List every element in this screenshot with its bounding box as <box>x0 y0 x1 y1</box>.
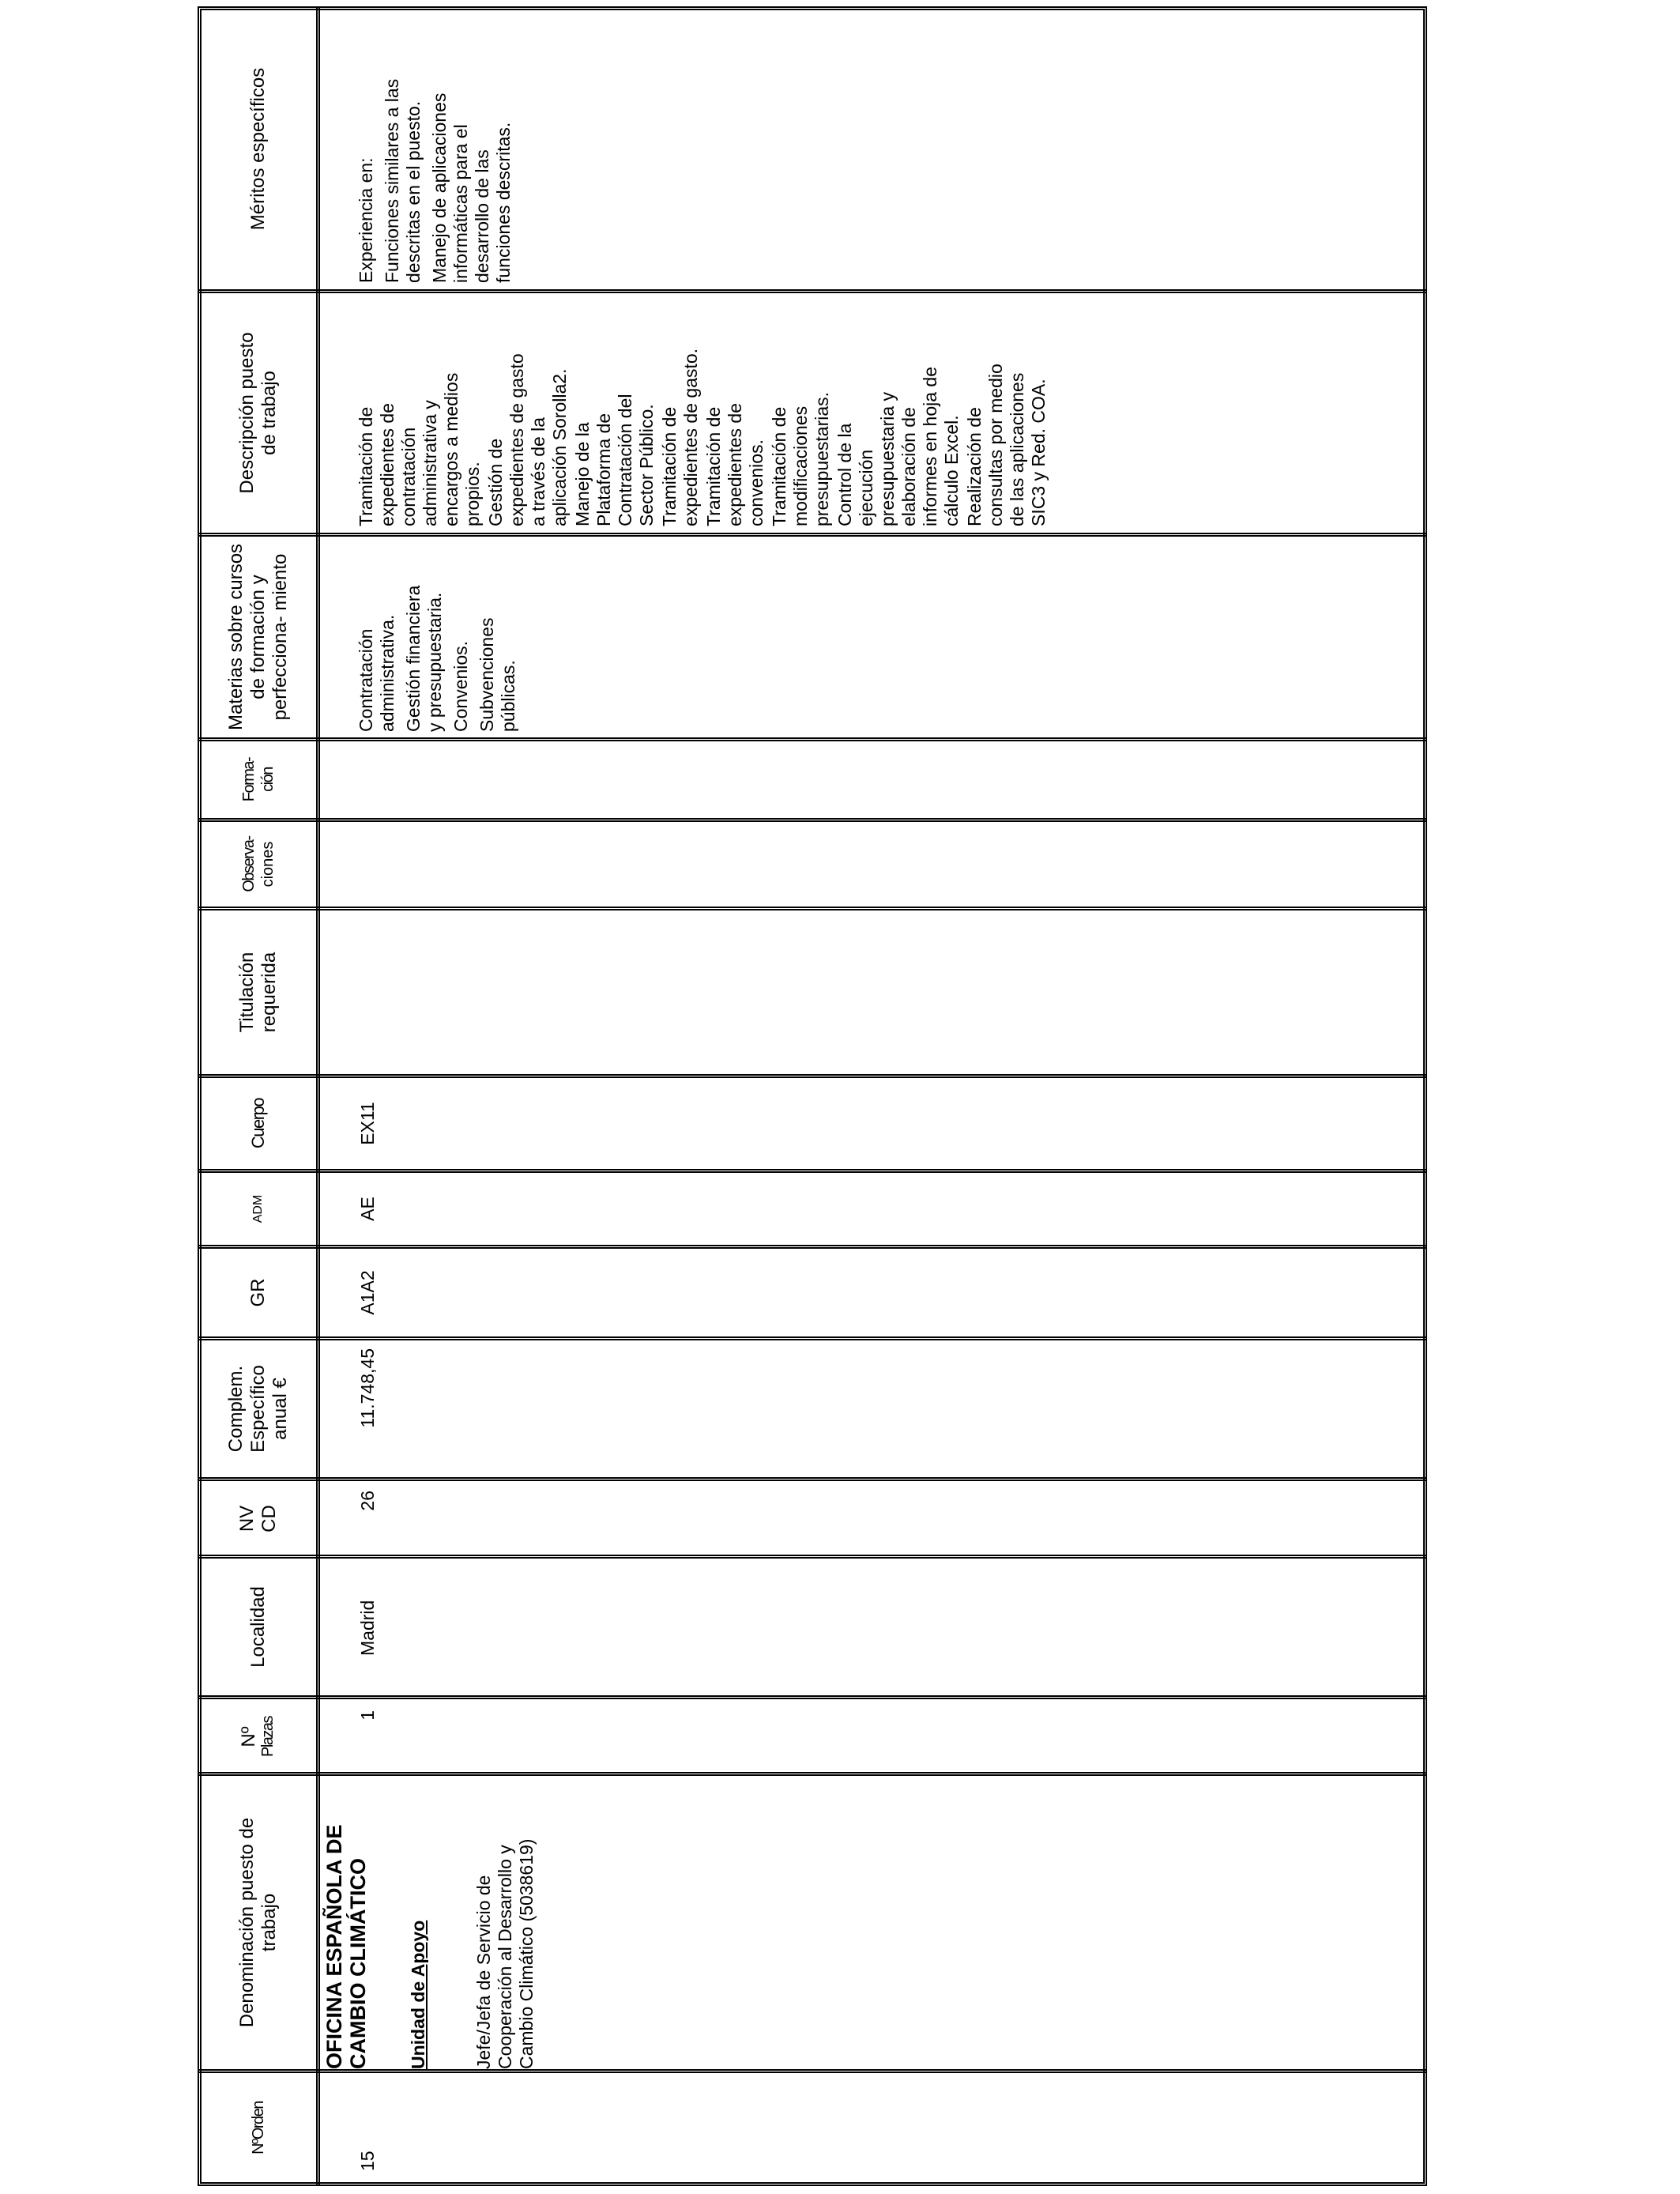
descripcion-line: a través de la <box>528 417 548 526</box>
descripcion-line: informes en hoja de <box>920 366 940 526</box>
meritos-paragraph <box>356 11 377 283</box>
meritos-line: Manejo de aplicaciones <box>429 92 450 283</box>
row-cuerpo: EX11 <box>357 1102 378 1145</box>
row-orden: 15 <box>357 2151 378 2171</box>
post-name-line: Cooperación al Desarrollo y <box>495 1845 515 2069</box>
descripcion-paragraph <box>659 294 702 526</box>
row-nivel: 26 <box>357 1491 378 1511</box>
materias-line: Convenios. <box>450 640 471 732</box>
meritos-line: Experiencia en: <box>356 157 376 283</box>
meritos-line: Funciones similares a las <box>382 78 402 283</box>
materias-paragraph <box>403 537 446 732</box>
subunit-title: Unidad de Apoyo <box>408 1920 428 2069</box>
descripcion-line: expedientes de <box>377 402 397 526</box>
materias-line: Contratación <box>356 628 376 732</box>
descripcion-line: convenios. <box>746 439 767 526</box>
materias-paragraph <box>356 537 398 732</box>
header-titulacion: Titulación requerida <box>236 952 280 1033</box>
unit-title: OFICINA ESPAÑOLA DE <box>322 1824 346 2069</box>
materias-line: y presupuestaria. <box>424 592 445 732</box>
post-name-line: Cambio Climático (5038619) <box>516 1838 537 2069</box>
header-denominacion: Denominación puesto de trabajo <box>236 1817 280 2028</box>
col-divider <box>198 1477 1427 1481</box>
descripcion-line: expedientes de gasto. <box>680 348 701 526</box>
header-adm: ADM <box>251 1194 265 1223</box>
materias-paragraph <box>477 537 519 732</box>
descripcion-line: Control de la <box>834 423 855 526</box>
col-divider <box>198 1555 1427 1559</box>
header-observaciones: Observa- ciones <box>240 836 277 892</box>
header-materias: Materias sobre cursos de formación y perfecciona- miento <box>225 543 291 731</box>
header-meritos: Méritos específicos <box>247 67 269 231</box>
header-orden: NºOrden <box>250 2102 267 2154</box>
col-divider <box>198 533 1427 537</box>
descripcion-line: contratación <box>398 427 419 526</box>
descripcion-line: Tramitación de <box>769 406 789 526</box>
row-descripcion <box>356 294 1051 530</box>
meritos-paragraph <box>382 11 424 283</box>
descripcion-line: cálculo Excel. <box>941 415 962 526</box>
descripcion-line: Sector Público. <box>636 404 657 526</box>
descripcion-line: encargos a medios <box>441 372 461 526</box>
descripcion-line: expedientes de gasto <box>507 353 527 526</box>
rotated-table-sheet <box>198 0 1664 2194</box>
descripcion-line: Gestión de <box>485 438 506 526</box>
materias-paragraph <box>450 537 472 732</box>
descripcion-paragraph <box>703 294 767 526</box>
descripcion-line: expedientes de <box>725 402 745 526</box>
descripcion-paragraph <box>964 294 1049 526</box>
descripcion-line: modificaciones <box>790 405 811 526</box>
col-divider <box>198 1074 1427 1078</box>
col-divider <box>198 737 1427 741</box>
descripcion-line: elaboración de <box>898 407 919 526</box>
row-adm: AE <box>357 1197 378 1221</box>
descripcion-line: Plataforma de <box>593 413 614 526</box>
header-cuerpo: Cuerpo <box>248 1098 268 1149</box>
header-formacion: Forma- ción <box>240 757 277 802</box>
col-divider <box>198 289 1427 293</box>
descripcion-line: Tramitación de <box>703 406 724 526</box>
descripcion-line: Manejo de la <box>572 422 593 526</box>
meritos-line: funciones descritas. <box>493 122 514 283</box>
meritos-paragraph <box>429 11 514 283</box>
post-name-line: Jefe/Jefa de Servicio de <box>473 1875 494 2069</box>
row-meritos <box>356 11 519 286</box>
descripcion-line: propios. <box>462 462 483 526</box>
descripcion-line: administrativa y <box>420 400 440 526</box>
descripcion-line: aplicación Sorolla2. <box>549 368 570 526</box>
meritos-line: informáticas para el <box>450 124 471 283</box>
row-gr: A1A2 <box>357 1270 378 1315</box>
col-divider <box>198 818 1427 822</box>
descripcion-line: presupuestarias. <box>812 391 832 526</box>
descripcion-line: Realización de <box>964 407 985 526</box>
descripcion-paragraph <box>572 294 657 526</box>
descripcion-line: SIC3 y Red. COA. <box>1028 379 1049 526</box>
row-complemento: 11.748,45 <box>357 1348 378 1428</box>
materias-line: administrativa. <box>377 614 397 732</box>
row-localidad: Madrid <box>357 1600 378 1656</box>
col-divider <box>198 1245 1427 1249</box>
col-divider <box>198 907 1427 910</box>
descripcion-line: de las aplicaciones <box>1007 372 1027 526</box>
col-divider <box>198 1169 1427 1173</box>
meritos-line: desarrollo de las <box>472 149 492 283</box>
denominacion-cell <box>316 1778 537 2069</box>
descripcion-paragraph <box>769 294 833 526</box>
descripcion-paragraph <box>834 294 962 526</box>
materias-line: públicas. <box>498 660 518 732</box>
materias-line: Gestión financiera <box>403 585 424 732</box>
header-descripcion: Descripción puesto de trabajo <box>236 332 280 494</box>
header-nivel: NV CD <box>236 1505 280 1532</box>
descripcion-line: Tramitación de <box>356 406 376 526</box>
descripcion-line: Contratación del <box>615 394 635 526</box>
row-plazas: 1 <box>357 1710 378 1721</box>
row-materias <box>356 537 524 735</box>
meritos-line: descritas en el puesto. <box>403 100 424 283</box>
materias-line: Subvenciones <box>477 617 497 732</box>
header-gr: GR <box>247 1278 269 1307</box>
col-divider <box>198 1695 1427 1699</box>
col-divider <box>198 2069 1427 2073</box>
unit-title-line2: CAMBIO CLIMÁTICO <box>346 1858 370 2069</box>
header-plazas: Nº Plazas <box>238 1716 277 1758</box>
descripcion-line: Tramitación de <box>659 406 680 526</box>
descripcion-line: presupuestaria y <box>877 391 898 526</box>
col-divider <box>198 1772 1427 1776</box>
col-divider <box>198 1336 1427 1340</box>
descripcion-paragraph <box>356 294 484 526</box>
header-localidad: Localidad <box>247 1586 269 1668</box>
header-complemento: Complem. Específico anual € <box>225 1365 291 1453</box>
descripcion-line: ejecución <box>856 449 876 526</box>
descripcion-line: consultas por medio <box>985 364 1006 526</box>
descripcion-paragraph <box>485 294 571 526</box>
